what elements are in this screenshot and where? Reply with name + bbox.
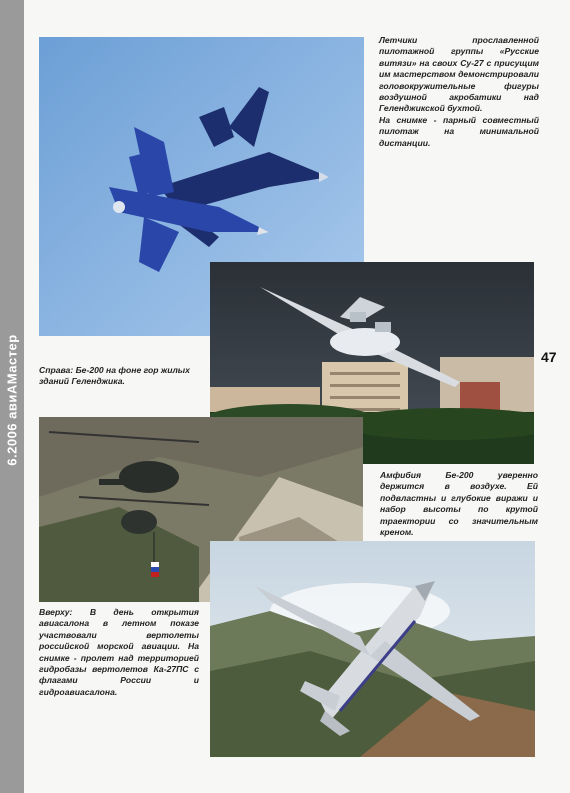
caption-su27-text: Летчики прославленной пилотажной группы «Русские витязи» на своих Су-27 с присущим им мастерством демонстрировали головокружительные фигуры воздушной акробатики над Геленджикской бухтой. bbox=[379, 35, 539, 114]
caption-be200-amphibian bbox=[380, 470, 538, 538]
caption-be200-amphibian-text: Амфибия Бе-200 уверенно держится в воздухе. Ей подвластны и глубокие виражи и набор высоты по крутой траектории со значительным креном. bbox=[380, 470, 538, 538]
spine-issue-label: 6.2006 авиАМастер bbox=[4, 334, 20, 466]
caption-helicopters bbox=[39, 607, 199, 698]
spine-bar bbox=[0, 0, 24, 793]
caption-be200-city bbox=[39, 365, 199, 388]
caption-su27 bbox=[379, 35, 539, 149]
caption-be200-city-text: Справа: Бе-200 на фоне гор жилых зданий Геленджика. bbox=[39, 365, 190, 387]
be200-banking-photo bbox=[210, 541, 535, 757]
caption-su27-text-2: На снимке - парный совместный пилотаж на минимальной дистанции. bbox=[379, 114, 539, 148]
page-number: 47 bbox=[541, 349, 557, 365]
caption-helicopters-text: Вверху: В день открытия авиасалона в летном показе участвовали вертолеты российской морской авиации. На снимке - пролет над территорией гидробазы вертолетов Ка-27ПС с флагами России и гидроавиасалона. bbox=[39, 607, 199, 697]
